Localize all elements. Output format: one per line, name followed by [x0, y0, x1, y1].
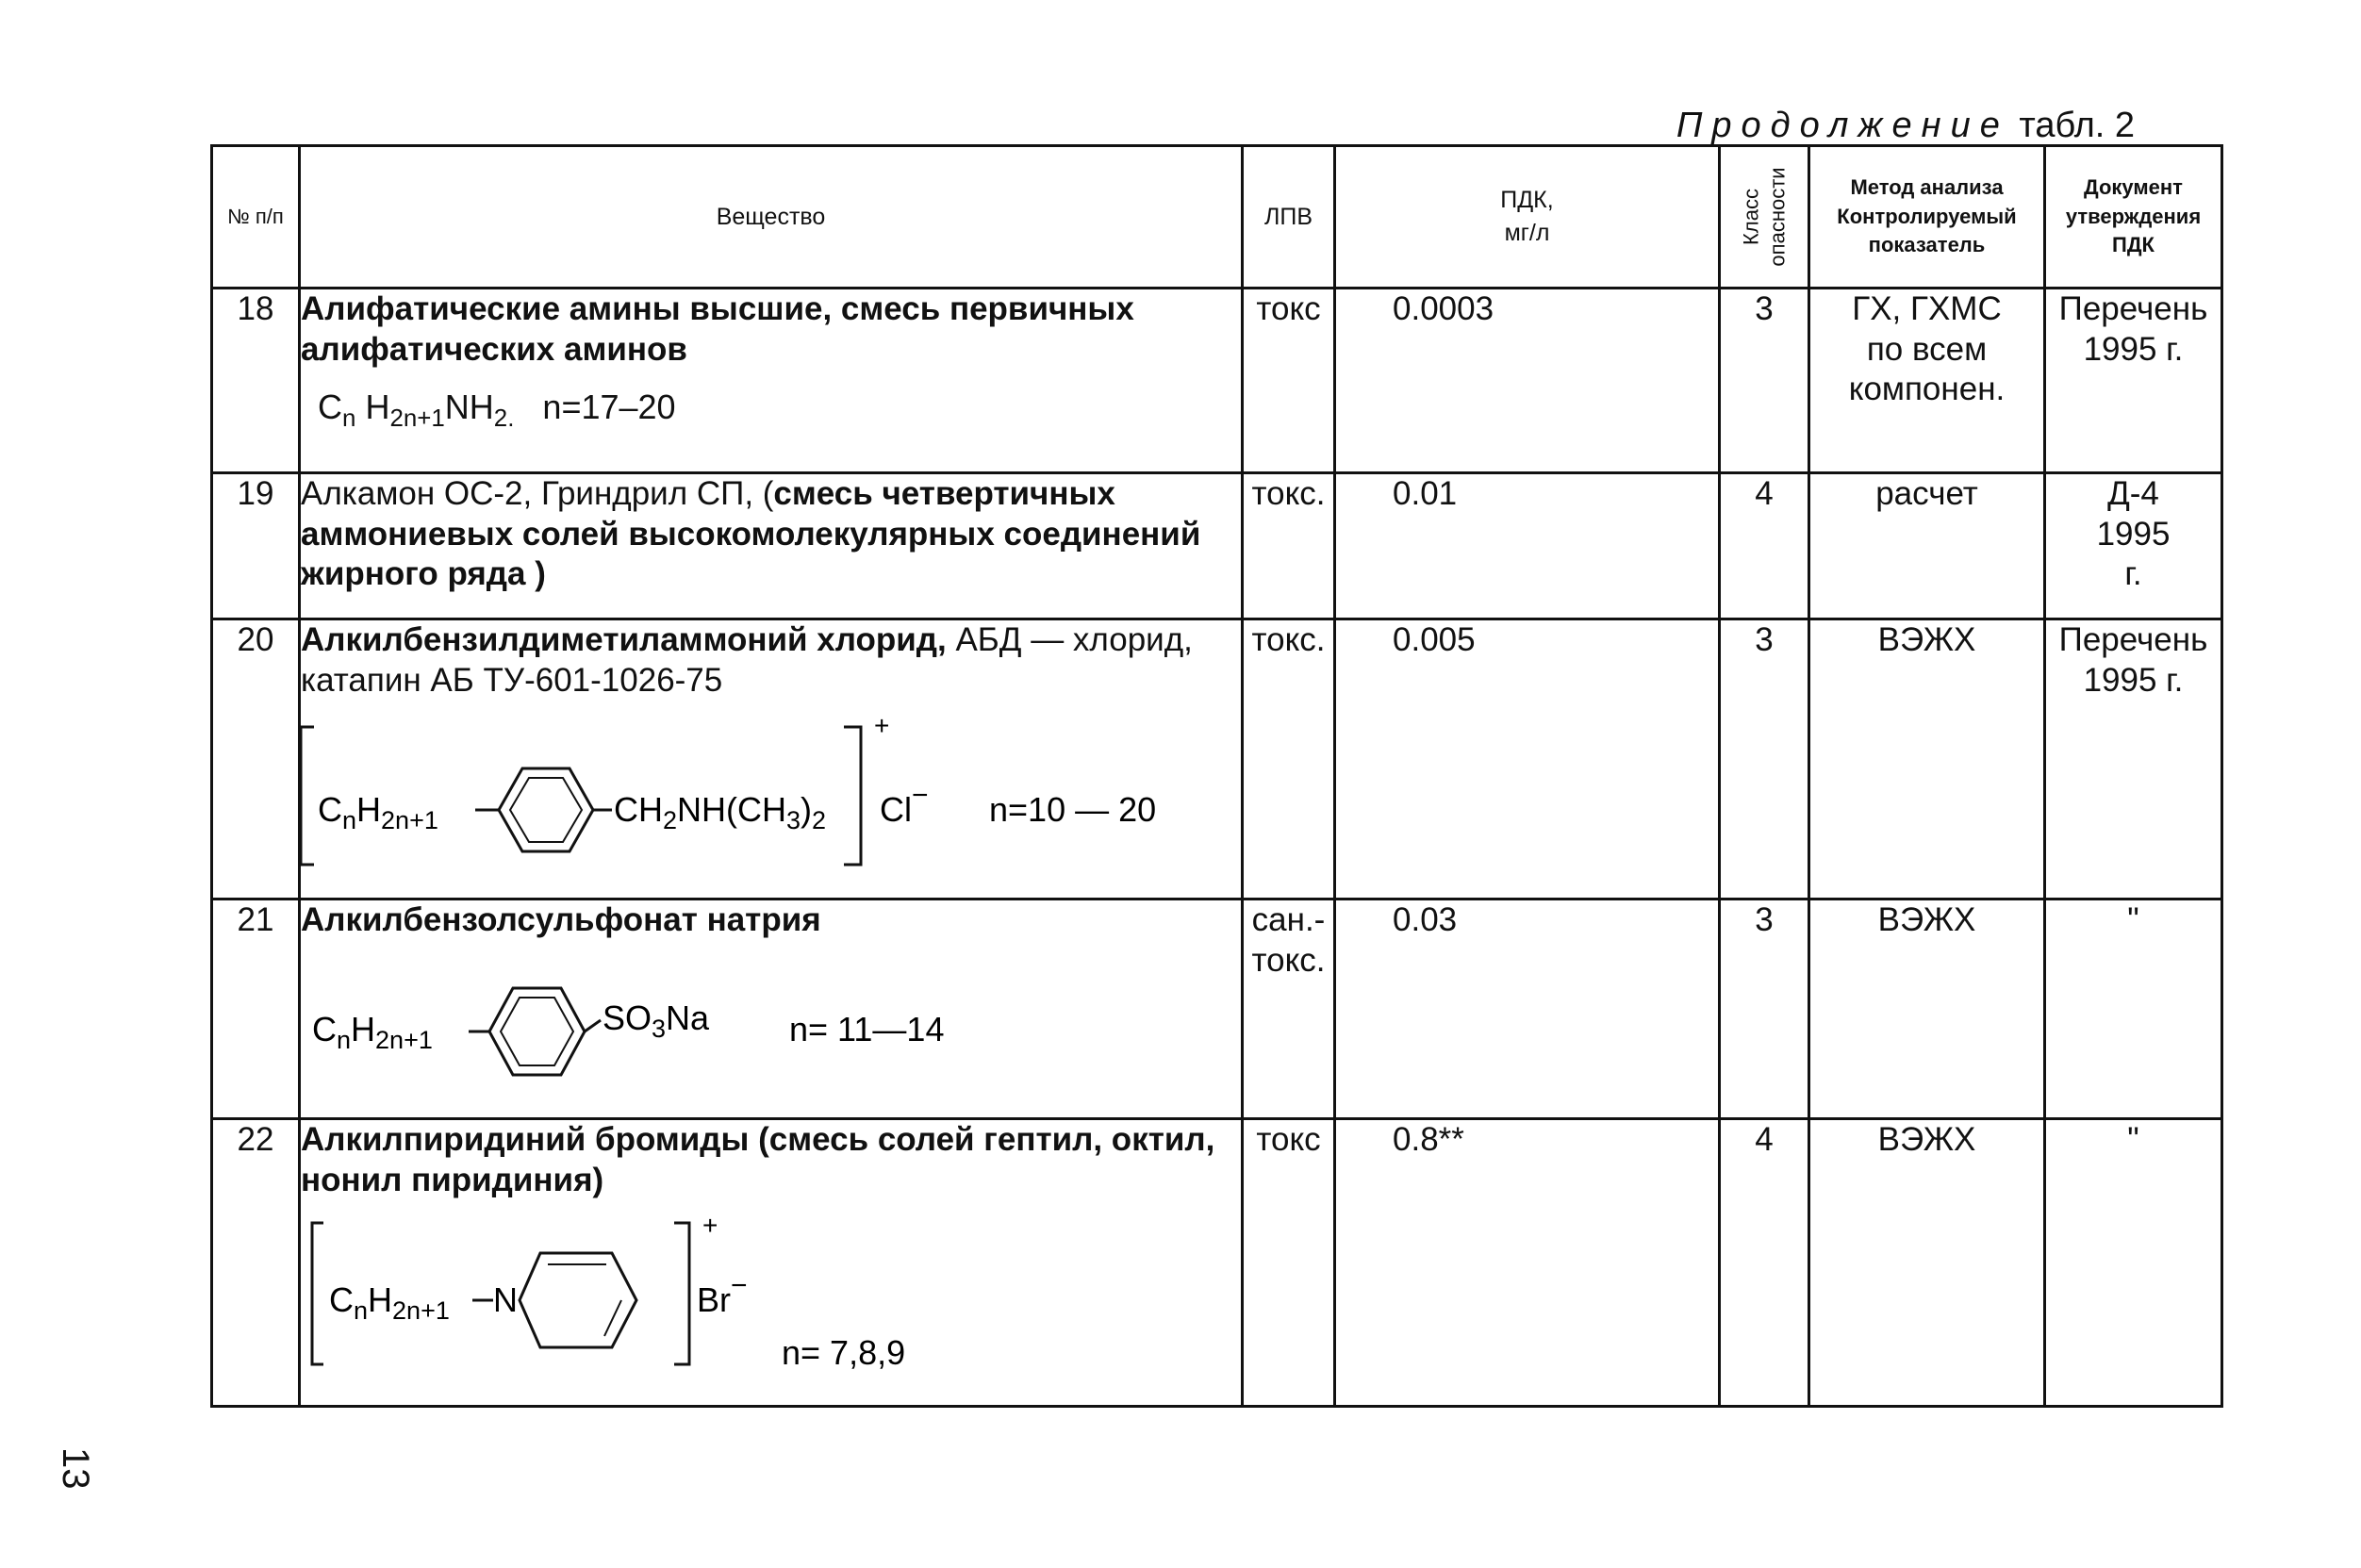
- class-cell: 4: [1720, 473, 1809, 619]
- svg-text:n= 11—14: n= 11—14: [789, 1009, 945, 1048]
- substance-cell: [300, 289, 1243, 473]
- svg-text:CnH2n+1: $C_nH_{2n+1}$: [312, 1009, 433, 1054]
- substance-name: смесь четвертичных аммониевых солей высокомолекулярных соединений жирного ряда: [301, 475, 1201, 593]
- svg-text:n=10 — 20: n=10 — 20: [989, 790, 1157, 830]
- substance-name-plain: (смесь солей гептил, октил, нонил пиридиния): [301, 1121, 1215, 1198]
- method-cell: ВЭЖХ: [1809, 619, 2045, 900]
- table-row: [212, 900, 2222, 1119]
- substances-table: [210, 144, 2223, 1408]
- table-row: [212, 473, 2222, 619]
- header-row: [212, 146, 2222, 289]
- substance-cell: [300, 619, 1243, 900]
- caption-continuation: Продолжение: [1676, 106, 2009, 145]
- chemical-formula: $C_n$ $H_{2n+1}NH_{2.}$ n=17–20: [318, 388, 676, 433]
- header-class: Класс опасности: [1720, 146, 1809, 289]
- pdk-cell: 0.8**: [1335, 1119, 1720, 1407]
- svg-text:+: +: [874, 711, 890, 741]
- header-doc: Документ утверждения ПДК: [2045, 146, 2222, 289]
- lpv-cell: сан.-токс.: [1243, 900, 1335, 1119]
- svg-text:n= 7,8,9: n= 7,8,9: [782, 1333, 906, 1373]
- pdk-cell: 0.03: [1335, 900, 1720, 1119]
- document-cell: Перечень 1995 г.: [2045, 619, 2222, 900]
- svg-text:Br−: Br−: [697, 1270, 748, 1320]
- document-cell: ": [2045, 900, 2222, 1119]
- lpv-cell: токс.: [1243, 473, 1335, 619]
- method-cell: ВЭЖХ: [1809, 900, 2045, 1119]
- structural-formula-pyridinium: [301, 1206, 1206, 1385]
- pdk-cell: 0.01: [1335, 473, 1720, 619]
- substance-name: Алкилпиридиний бромиды: [301, 1121, 750, 1158]
- lpv-cell: токс: [1243, 1119, 1335, 1407]
- substance-cell: [300, 1119, 1243, 1407]
- lpv-cell: токс: [1243, 289, 1335, 473]
- method-cell: ВЭЖХ: [1809, 1119, 2045, 1407]
- table-row: [212, 1119, 2222, 1407]
- lpv-cell: токс.: [1243, 619, 1335, 900]
- document-cell: Перечень 1995 г.: [2045, 289, 2222, 473]
- class-cell: 3: [1720, 619, 1809, 900]
- pdk-cell: 0.0003: [1335, 289, 1720, 473]
- substance-name: Алкилбензолсульфонат натрия: [301, 901, 821, 938]
- caption-table-number: табл. 2: [2019, 106, 2135, 145]
- substance-cell: [300, 900, 1243, 1119]
- header-num: № п/п: [212, 146, 300, 289]
- table-caption: [1676, 106, 2135, 146]
- header-lpv: ЛПВ: [1243, 146, 1335, 289]
- header-method: Метод анализа Контролируемый показатель: [1809, 146, 2045, 289]
- svg-text:SO3Na: $SO_3Na$: [603, 998, 710, 1043]
- substance-cell: Алкамон ОС-2, Гриндрил СП, (смесь четвертичных аммониевых солей высокомолекулярных соединений жирного ряда ): [300, 473, 1243, 619]
- row-number: 20: [212, 619, 300, 900]
- table-row: [212, 289, 2222, 473]
- svg-text:N: N: [493, 1280, 518, 1320]
- document-cell: Д-4 1995 г.: [2045, 473, 2222, 619]
- pdk-cell: 0.005: [1335, 619, 1720, 900]
- row-number: 18: [212, 289, 300, 473]
- svg-text:+: +: [702, 1211, 718, 1241]
- class-cell: 4: [1720, 1119, 1809, 1407]
- header-substance: Вещество: [300, 146, 1243, 289]
- svg-text:Cl−: Cl−: [880, 780, 929, 830]
- substance-name-plain: АБД — хлорид, катапин АБ ТУ-601-1026-75: [301, 621, 1193, 699]
- method-cell: ГХ, ГХМС по всем компонен.: [1809, 289, 2045, 473]
- page-number: 13: [55, 1447, 96, 1490]
- substance-name: Алкилбензилдиметиламмоний хлорид,: [301, 621, 947, 658]
- header-pdk: ПДК, мг/л: [1335, 146, 1720, 289]
- method-cell: расчет: [1809, 473, 2045, 619]
- row-number: 19: [212, 473, 300, 619]
- class-cell: 3: [1720, 900, 1809, 1119]
- svg-text:CnH2n+1: $C_nH_{2n+1}$: [318, 790, 438, 835]
- structural-formula-sulfonate: [301, 945, 1206, 1086]
- substance-name-plain: Алкамон ОС-2, Гриндрил СП, (: [301, 475, 774, 512]
- table-row: [212, 619, 2222, 900]
- row-number: 21: [212, 900, 300, 1119]
- class-cell: 3: [1720, 289, 1809, 473]
- svg-text:CnH2n+1: $C_nH_{2n+1}$: [329, 1280, 450, 1326]
- row-number: 22: [212, 1119, 300, 1407]
- structural-formula-benzyl-ammonium: [301, 706, 1206, 885]
- document-cell: ": [2045, 1119, 2222, 1407]
- substance-name: Алифатические амины высшие, смесь первичных алифатических аминов: [301, 290, 1134, 368]
- svg-text:CH2NH(CH3)2: $CH_2NH(CH_3)_2$: [614, 790, 827, 835]
